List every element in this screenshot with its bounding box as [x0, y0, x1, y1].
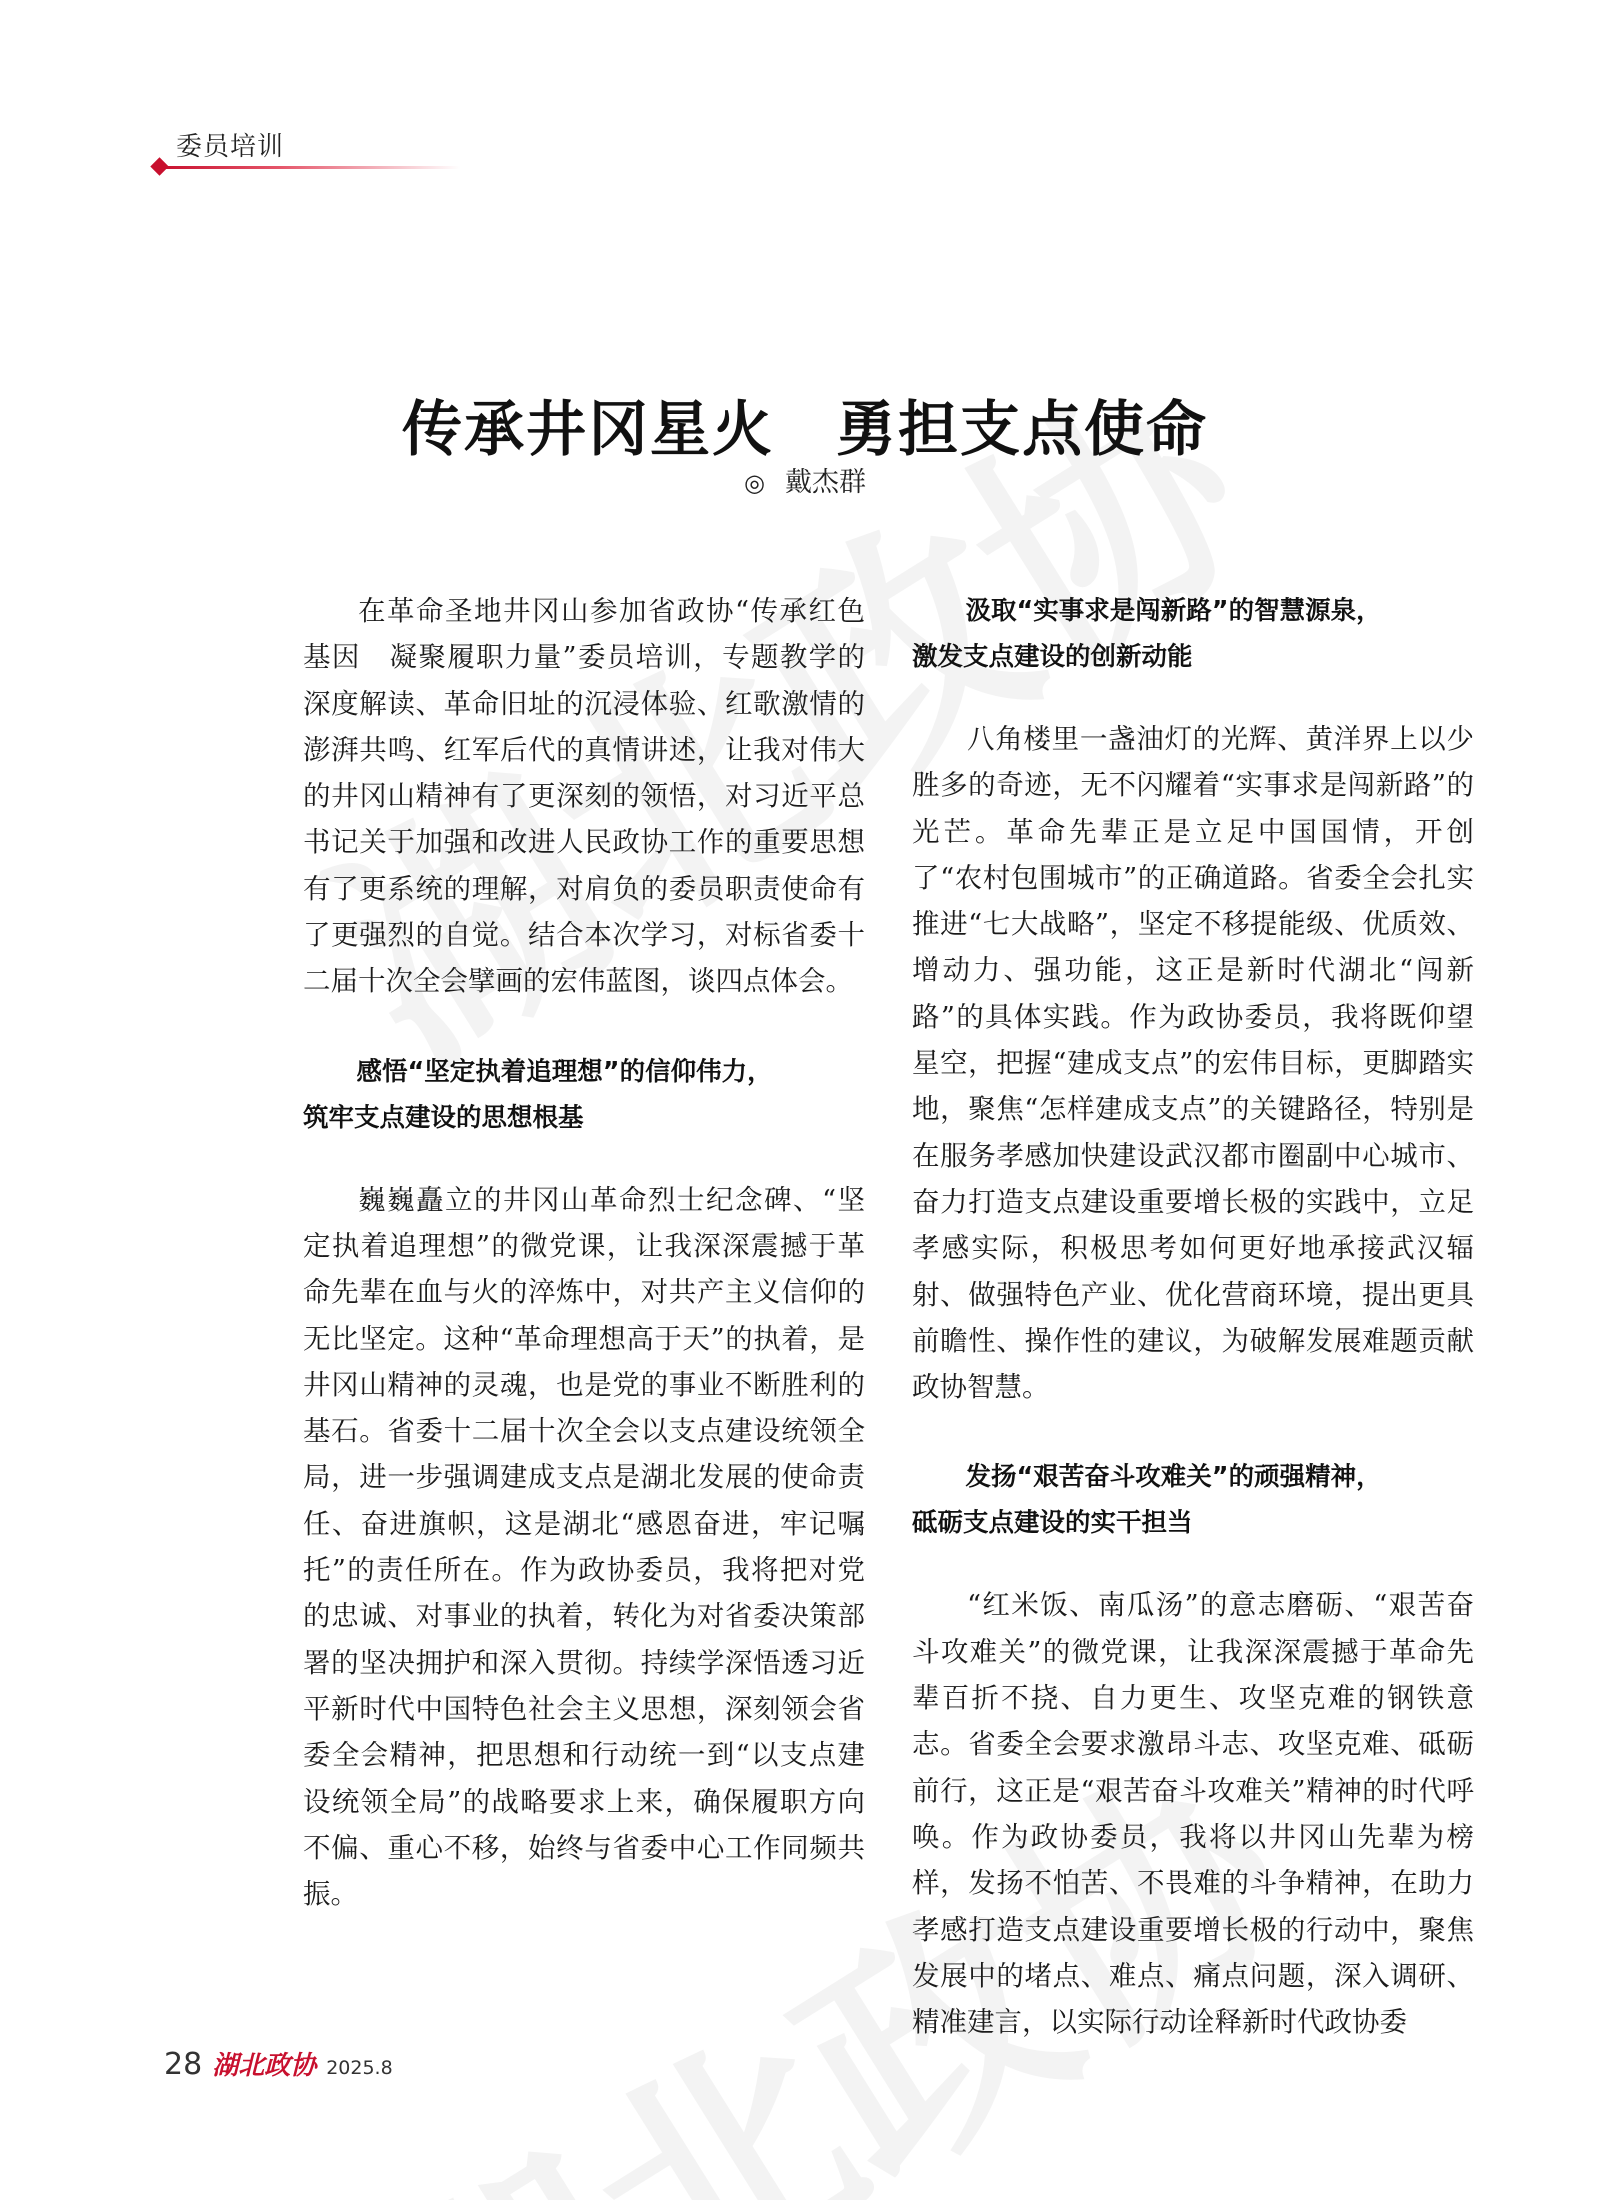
magazine-logo: 湖北政协 [212, 2051, 317, 2081]
section-heading-2 [912, 588, 1474, 680]
author-mark-icon: ◎ [744, 469, 765, 497]
section-tag-underline [160, 166, 460, 169]
intro-paragraph: 在革命圣地井冈山参加省政协“传承红色基因 凝聚履职力量”委员培训，专题教学的深度解读、革命旧址的沉浸体验、红歌激情的澎湃共鸣、红军后代的真情讲述，让我对伟大的井冈山精神有了更深刻的领悟，对习近平总书记关于加强和改进人民政协工作的重要思想有了更系统的理解，对肩负的委员职责使命有了更强烈的自觉。结合本次学习，对标省委十二届十次全会擘画的宏伟蓝图，谈四点体会。 [303, 595, 865, 998]
diamond-icon [150, 157, 168, 175]
page-footer [164, 2045, 393, 2082]
author-name: 戴杰群 [784, 467, 866, 498]
right-column [912, 588, 1474, 2089]
heading-line: 发扬“艰苦奋斗攻难关”的顽强精神， [965, 1462, 1382, 1493]
heading-line: 筑牢支点建设的思想根基 [303, 1102, 584, 1133]
issue-date: 2025.8 [326, 2057, 393, 2079]
page-number: 28 [164, 2047, 203, 2082]
heading-line: 激发支点建设的创新动能 [912, 642, 1193, 672]
body-paragraph: 八角楼里一盏油灯的光辉、黄洋界上以少胜多的奇迹，无不闪耀着“实事求是闯新路”的光芒。革命先辈正是立足中国国情，开创了“农村包围城市”的正确道路。省委全会扎实推进“七大战略”，坚定不移提能级、优质效、增动力、强功能，这正是新时代湖北“闯新路”的具体实践。作为政协委员，我将既仰望星空，把握“建成支点”的宏伟目标，更脚踏实地，聚焦“怎样建成支点”的关键路径，特别是在服务孝感加快建设武汉都市圈副中心城市、奋力打造支点建设重要增长极的实践中，立足孝感实际，积极思考如何更好地承接武汉辐射、做强特色产业、优化营商环境，提出更具前瞻性、操作性的建议，为破解发展难题贡献政协智慧。 [912, 723, 1474, 1404]
heading-line: 汲取“实事求是闯新路”的智慧源泉， [965, 596, 1382, 626]
author-line [0, 460, 1610, 499]
article-title: 传承井冈星火 勇担支点使命 [402, 395, 1208, 466]
section-heading-1 [303, 1049, 865, 1141]
heading-line: 砥砺支点建设的实干担当 [912, 1508, 1193, 1539]
heading-line: 感悟“坚定执着追理想”的信仰伟力， [356, 1056, 773, 1087]
left-column [303, 588, 865, 1961]
section-tag: 委员培训 [176, 132, 285, 162]
section-heading-3 [912, 1454, 1474, 1546]
body-paragraph: “红米饭、南瓜汤”的意志磨砺、“艰苦奋斗攻难关”的微党课，让我深深震撼于革命先辈百折不挠、自力更生、攻坚克难的钢铁意志。省委全会要求激昂斗志、攻坚克难、砥砺前行，这正是“艰苦奋斗攻难关”精神的时代呼唤。作为政协委员，我将以井冈山先辈为榜样，发扬不怕苦、不畏难的斗争精神，在助力孝感打造支点建设重要增长极的行动中，聚焦发展中的堵点、难点、痛点问题，深入调研、精准建言，以实际行动诠释新时代政协委 [912, 1589, 1474, 2039]
body-paragraph: 巍巍矗立的井冈山革命烈士纪念碑、“坚定执着追理想”的微党课，让我深深震撼于革命先辈在血与火的淬炼中，对共产主义信仰的无比坚定。这种“革命理想高于天”的执着，是井冈山精神的灵魂，也是党的事业不断胜利的基石。省委十二届十次全会以支点建设统领全局，进一步强调建成支点是湖北发展的使命责任、奋进旗帜，这是湖北“感恩奋进，牢记嘱托”的责任所在。作为政协委员，我将把对党的忠诚、对事业的执着，转化为对省委决策部署的坚决拥护和深入贯彻。持续学深悟透习近平新时代中国特色社会主义思想，深刻领会省委全会精神，把思想和行动统一到“以支点建设统领全局”的战略要求上来，确保履职方向不偏、重心不移，始终与省委中心工作同频共振。 [303, 1183, 865, 1911]
